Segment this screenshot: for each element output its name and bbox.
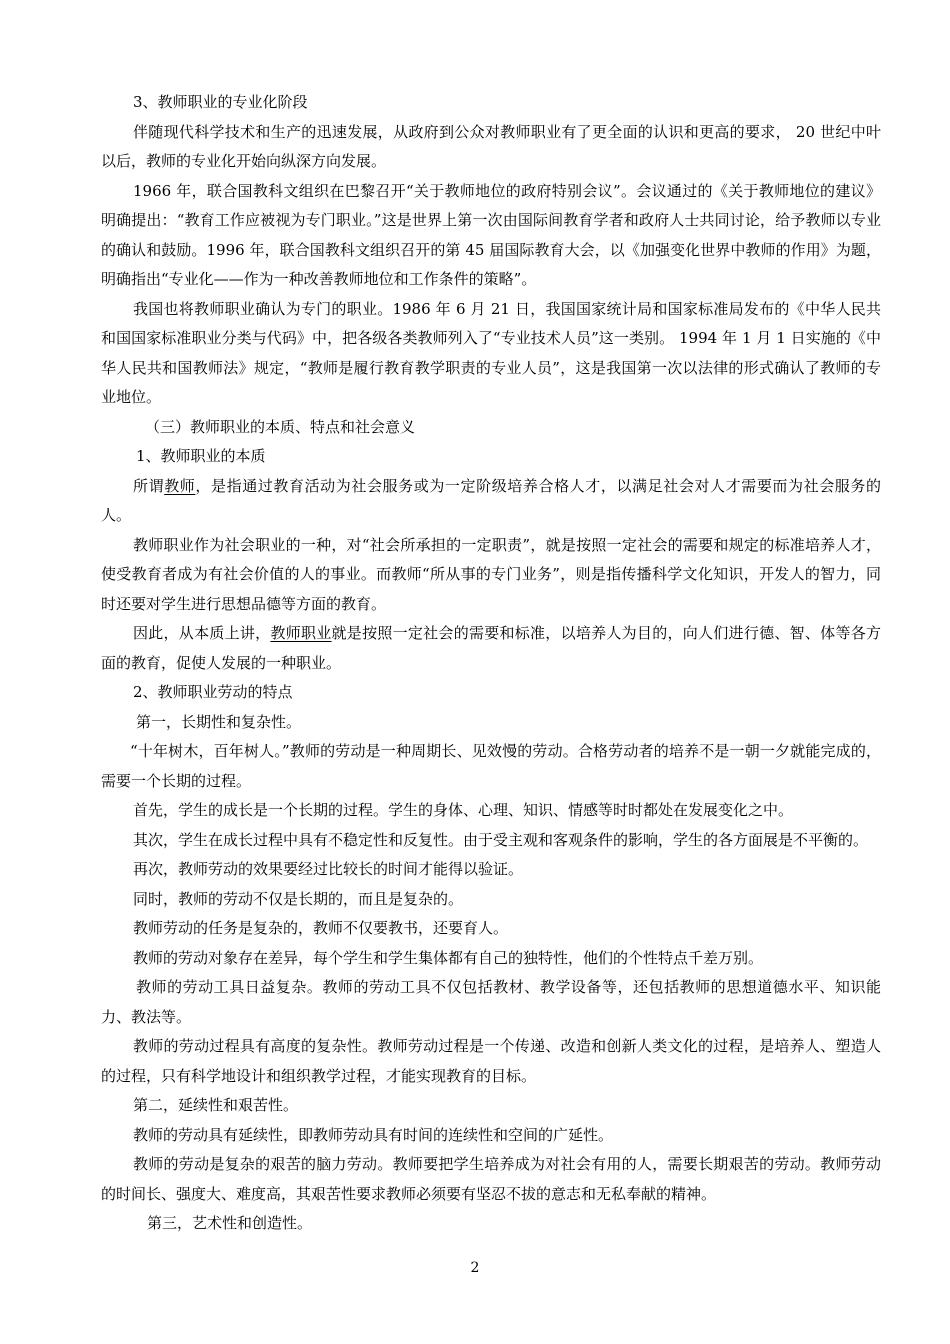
subheading-second: 第二，延续性和艰苦性。 — [133, 1096, 299, 1114]
underlined-term-teacher: 教师 — [164, 476, 196, 495]
paragraph: 教师的劳动工具日益复杂。教师的劳动工具不仅包括教材、教学设备等，还包括教师的思想道德水平、知识能力、教法等。 — [101, 978, 881, 1026]
paragraph: 伴随现代科学技术和生产的迅速发展，从政府到公众对教师职业有了更全面的认识和更高的要求， 20 世纪中叶以后，教师的专业化开始向纵深方向发展。 — [101, 122, 881, 170]
paragraph: 再次，教师劳动的效果要经过比较长的时间才能得以验证。 — [133, 860, 524, 878]
paragraph: 教师的劳动过程具有高度的复杂性。教师劳动过程是一个传递、改造和创新人类文化的过程，是培养人、塑造人的过程，只有科学地设计和组织教学过程，才能实现教育的目标。 — [101, 1037, 881, 1085]
section-heading-nature: 1、教师职业的本质 — [136, 447, 266, 465]
text-run: 所谓 — [133, 476, 165, 495]
section-heading-nature-features: （三）教师职业的本质、特点和社会意义 — [145, 417, 416, 436]
paragraph: 首先，学生的成长是一个长期的过程。学生的身体、心理、知识、情感等时时都处在发展变化之中。 — [133, 801, 794, 819]
paragraph: 教师的劳动对象存在差异，每个学生和学生集体都有自己的独特性，他们的个性特点千差万别。 — [133, 948, 764, 967]
text-run: 就是按照一定社会的需要和标准，以培养人为目的，向人们进行德、智、体等各方面的教育，促使人发展的一种职业。 — [101, 624, 881, 672]
paragraph-definition-teacher — [101, 472, 881, 531]
subheading-third: 第三，艺术性和创造性。 — [147, 1214, 313, 1232]
paragraph: “十年树木，百年树人。”教师的劳动是一种周期长、见效慢的劳动。合格劳动者的培养不是一朝一夕就能完成的，需要一个长期的过程。 — [101, 742, 881, 790]
paragraph: 教师的劳动是复杂的艰苦的脑力劳动。教师要把学生培养成为对社会有用的人，需要长期艰苦的劳动。教师劳动的时间长、强度大、难度高，其艰苦性要求教师必须要有坚忍不拔的意志和无私奉献的精神。 — [101, 1155, 881, 1203]
paragraph-definition-profession — [101, 619, 881, 678]
paragraph: 教师劳动的任务是复杂的，教师不仅要教书，还要育人。 — [133, 919, 509, 937]
document-body — [101, 88, 881, 1239]
page-number: 2 — [470, 1260, 480, 1276]
paragraph: 同时，教师的劳动不仅是长期的，而且是复杂的。 — [133, 889, 464, 908]
text-run: 因此，从本质上讲， — [133, 624, 271, 642]
paragraph: 教师的劳动具有延续性，即教师劳动具有时间的连续性和空间的广延性。 — [133, 1125, 614, 1144]
section-heading-professionalization: 3、教师职业的专业化阶段 — [133, 93, 308, 111]
subheading-first: 第一，长期性和复杂性。 — [136, 712, 302, 731]
paragraph: 教师职业作为社会职业的一种，对“社会所承担的一定职责”，就是按照一定社会的需要和规定的标准培养人才，使受教育者成为有社会价值的人的事业。而教师“所从事的专门业务”，则是指传播科学文化知识，开发人的智力，同时还要对学生进行思想品德等方面的教育。 — [101, 535, 881, 613]
paragraph: 我国也将教师职业确认为专门的职业。1986 年 6 月 21 日，我国国家统计局和国家标准局发布的《中华人民共和国国家标准职业分类与代码》中，把各级各类教师列入了“专业技术人员”这一类别。 1994 年 1 月 1 日实施的《中华人民共和国教师法》规定，“教师是履行教育教学职责的专业人员”，这是我国第一次以法律的形式确认了教师的专业地位。 — [101, 299, 881, 406]
text-run: ，是指通过教育活动为社会服务或为一定阶级培养合格人才，以满足社会对人才需要而为社会服务的人。 — [101, 476, 881, 524]
section-heading-features: 2、教师职业劳动的特点 — [133, 683, 293, 701]
underlined-term-teacher-profession: 教师职业 — [270, 624, 332, 642]
paragraph: 其次，学生在成长过程中具有不稳定性和反复性。由于受主观和客观条件的影响，学生的各方面展是不平衡的。 — [133, 830, 869, 849]
paragraph: 1966 年，联合国教科文组织在巴黎召开“关于教师地位的政府特别会议”。会议通过的《关于教师地位的建议》明确提出：“教育工作应被视为专门职业。”这是世界上第一次由国际间教育学者和政府人士共同讨论，给予教师以专业的确认和鼓励。1996 年，联合国教科文组织召开的第 45 届国际教育大会，以《加强变化世界中教师的作用》为题，明确指出“专业化——作为一种改善教师地位和工作条件的策略”。 — [101, 181, 881, 288]
